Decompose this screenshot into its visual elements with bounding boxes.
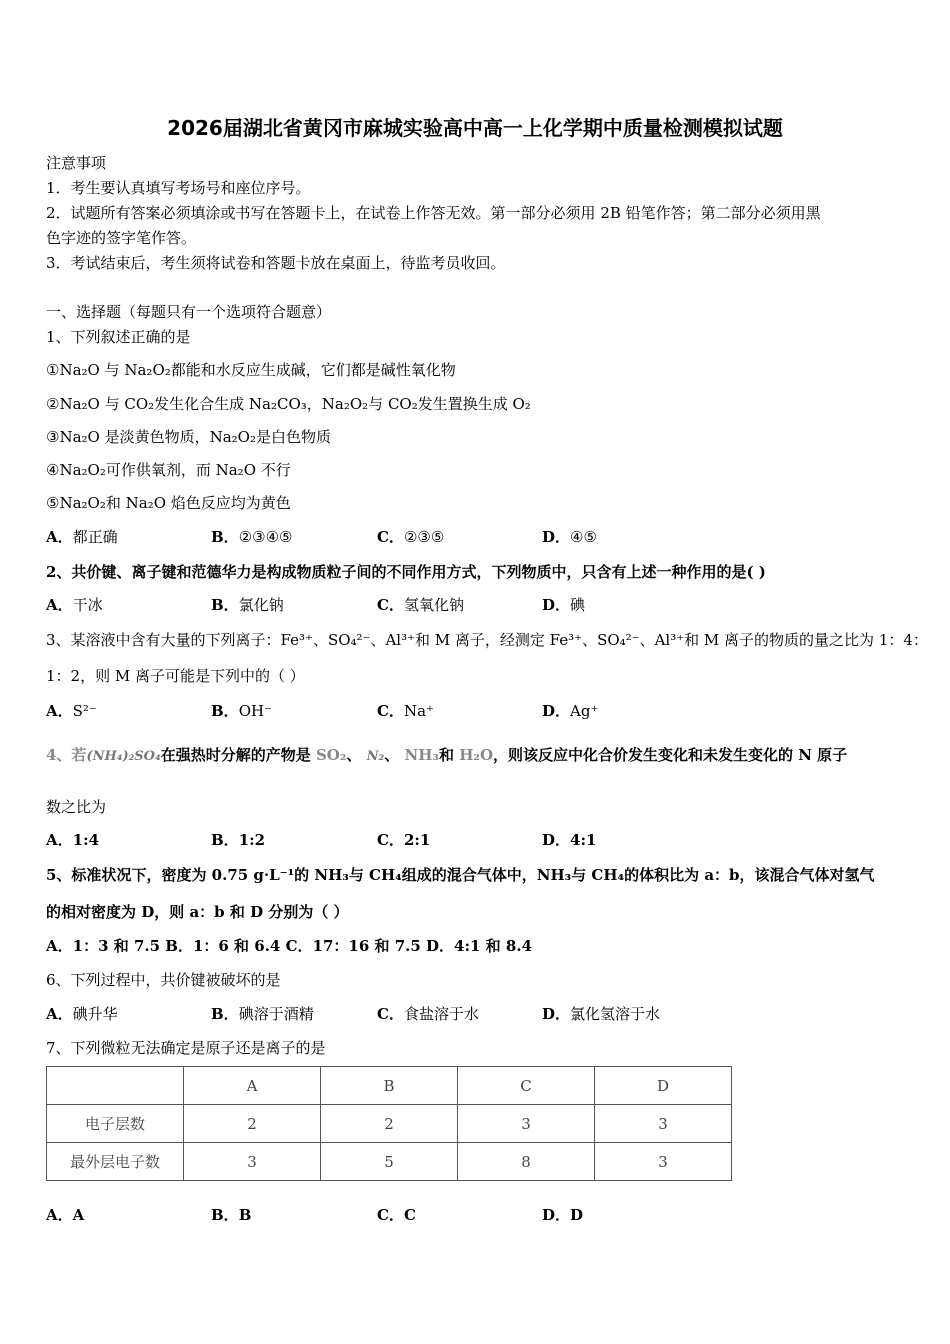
product-so2: SO₂	[315, 746, 347, 764]
table-cell: 电子层数	[47, 1105, 184, 1143]
question-4-stem: 数之比为	[46, 798, 107, 816]
question-7-option-d[interactable]: D．D	[542, 1206, 584, 1224]
question-2-stem: 2、共价键、离子键和范德华力是构成物质粒子间的不同作用方式，下列物质中，只含有上述一种作用的是( )	[46, 563, 766, 581]
question-4-option-c[interactable]: C．2:1	[377, 831, 431, 849]
section-heading: 一、选择题（每题只有一个选项符合题意）	[46, 303, 332, 321]
question-1-option-b[interactable]: B．②③④⑤	[211, 528, 293, 546]
question-2-option-d[interactable]: D．碘	[542, 596, 586, 614]
notice-item: 2．试题所有答案必须填涂或书写在答题卡上，在试卷上作答无效。第一部分必须用 2B 铅笔作答；第二部分必须用黑	[46, 204, 821, 222]
question-3-stem: 1：2，则 M 离子可能是下列中的（ ）	[46, 667, 305, 685]
question-7-option-a[interactable]: A．A	[46, 1206, 85, 1224]
question-5-stem: 5、标准状况下，密度为 0.75 g·L⁻¹的 NH₃与 CH₄组成的混合气体中，NH₃与 CH₄的体积比为 a：b，该混合气体对氢气	[46, 866, 875, 884]
question-4-prefix: 4、若	[46, 746, 87, 764]
question-1-option-d[interactable]: D．④⑤	[542, 528, 597, 546]
table-row	[47, 1105, 732, 1143]
table-cell: A	[184, 1067, 321, 1105]
notice-item: 3．考试结束后，考生须将试卷和答题卡放在桌面上，待监考员收回。	[46, 254, 506, 272]
question-1-statement: ①Na₂O 与 Na₂O₂都能和水反应生成碱，它们都是碱性氧化物	[46, 361, 456, 379]
product-n2: N₂	[366, 749, 385, 764]
table-cell: C	[458, 1067, 595, 1105]
question-3-option-c[interactable]: C．Na⁺	[377, 702, 434, 720]
question-6-option-c[interactable]: C．食盐溶于水	[377, 1005, 479, 1023]
table-cell	[47, 1067, 184, 1105]
question-7-stem: 7、下列微粒无法确定是原子还是离子的是	[46, 1039, 326, 1057]
notice-item: 色字迹的签字笔作答。	[46, 229, 197, 247]
question-2-option-a[interactable]: A．干冰	[46, 596, 103, 614]
question-2-option-c[interactable]: C．氢氧化钠	[377, 596, 464, 614]
question-1-option-c[interactable]: C．②③⑤	[377, 528, 445, 546]
ammonium-sulfate-formula: (NH₄)₂SO₄	[86, 749, 161, 764]
notice-item: 1．考生要认真填写考场号和座位序号。	[46, 179, 311, 197]
question-7-option-b[interactable]: B．B	[211, 1206, 252, 1224]
question-1-option-a[interactable]: A．都正确	[46, 528, 118, 546]
table-cell: B	[321, 1067, 458, 1105]
question-5-stem: 的相对密度为 D，则 a：b 和 D 分别为（ ）	[46, 903, 349, 921]
question-4-mid: 在强热时分解的产物是	[160, 746, 311, 764]
table-cell: 3	[595, 1105, 732, 1143]
table-cell: 3	[458, 1105, 595, 1143]
notice-heading: 注意事项	[46, 154, 107, 172]
table-header-row	[47, 1067, 732, 1105]
table-cell: 2	[184, 1105, 321, 1143]
question-1-statement: ⑤Na₂O₂和 Na₂O 焰色反应均为黄色	[46, 494, 291, 512]
question-1-statement: ④Na₂O₂可作供氧剂，而 Na₂O 不行	[46, 461, 291, 479]
question-6-stem: 6、下列过程中，共价键被破坏的是	[46, 971, 281, 989]
table-cell: 5	[321, 1143, 458, 1181]
question-5-options[interactable]: A．1：3 和 7.5 B．1：6 和 6.4 C．17：16 和 7.5 D．4:1 和 8.4	[46, 937, 532, 955]
table-cell: 3	[184, 1143, 321, 1181]
question-4-stem: 4、若(NH₄)₂SO₄在强热时分解的产物是 SO₂、 N₂、 NH₃和 H₂O，则该反应中化合价发生变化和未发生变化的 N 原子	[46, 746, 848, 764]
product-nh3: NH₃	[404, 746, 439, 764]
question-7-option-c[interactable]: C．C	[377, 1206, 416, 1224]
question-2-option-b[interactable]: B．氯化钠	[211, 596, 284, 614]
electron-shell-table	[46, 1066, 732, 1181]
question-1-statement: ②Na₂O 与 CO₂发生化合生成 Na₂CO₃，Na₂O₂与 CO₂发生置换生成 O₂	[46, 395, 531, 413]
table-cell: D	[595, 1067, 732, 1105]
question-1-stem: 1、下列叙述正确的是	[46, 328, 191, 346]
page-title: 2026届湖北省黄冈市麻城实验高中高一上化学期中质量检测模拟试题	[167, 116, 783, 140]
table-cell: 2	[321, 1105, 458, 1143]
question-6-option-a[interactable]: A．碘升华	[46, 1005, 118, 1023]
question-3-option-b[interactable]: B．OH⁻	[211, 702, 272, 720]
question-3-option-a[interactable]: A．S²⁻	[46, 702, 97, 720]
question-1-statement: ③Na₂O 是淡黄色物质，Na₂O₂是白色物质	[46, 428, 331, 446]
question-6-option-d[interactable]: D．氯化氢溶于水	[542, 1005, 661, 1023]
question-3-stem: 3、某溶液中含有大量的下列离子：Fe³⁺、SO₄²⁻、Al³⁺和 M 离子，经测定 Fe³⁺、SO₄²⁻、Al³⁺和 M 离子的物质的量之比为 1：4：	[46, 631, 928, 649]
table-cell: 最外层电子数	[47, 1143, 184, 1181]
question-4-option-a[interactable]: A．1:4	[46, 831, 100, 849]
table-row	[47, 1143, 732, 1181]
question-3-option-d[interactable]: D．Ag⁺	[542, 702, 599, 720]
question-6-option-b[interactable]: B．碘溶于酒精	[211, 1005, 314, 1023]
table-cell: 3	[595, 1143, 732, 1181]
question-4-option-d[interactable]: D．4:1	[542, 831, 597, 849]
question-4-option-b[interactable]: B．1:2	[211, 831, 266, 849]
table-cell: 8	[458, 1143, 595, 1181]
product-h2o: H₂O	[459, 746, 494, 764]
